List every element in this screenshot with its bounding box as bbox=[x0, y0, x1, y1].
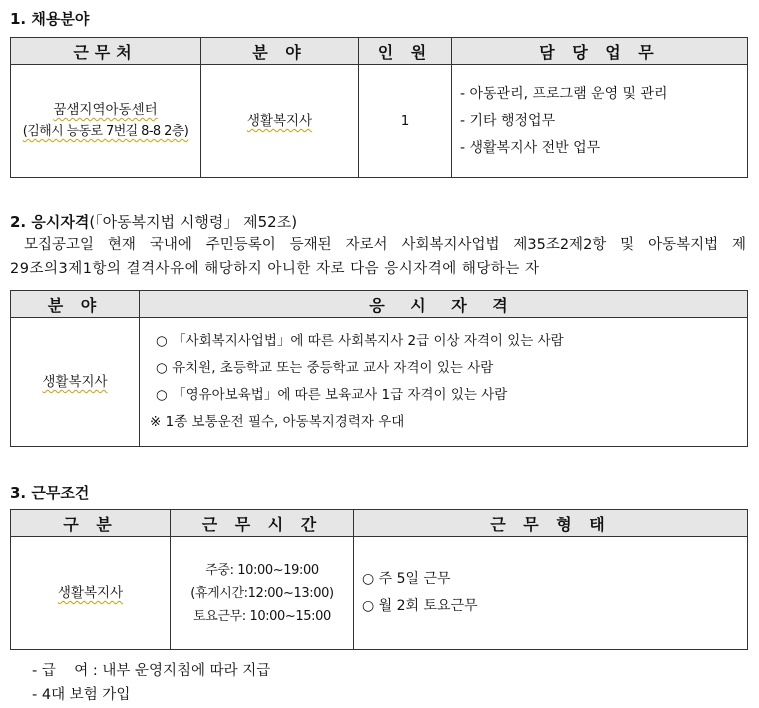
recruitment-field-table bbox=[10, 37, 748, 178]
work-type-item: ○ 주 5일 근무 bbox=[362, 571, 451, 587]
work-conditions-table bbox=[10, 509, 748, 650]
header-work-hours: 근 무 시 간 bbox=[171, 510, 354, 537]
header-duties: 담 당 업 무 bbox=[452, 38, 748, 65]
duty-item: - 기타 행정업무 bbox=[460, 112, 556, 129]
workplace-address: (김해시 능동로 7번길 8-8 2층) bbox=[22, 124, 189, 139]
field-cell: 생활복지사 bbox=[201, 65, 359, 178]
field-cell: 생활복지사 bbox=[11, 537, 171, 650]
field-cell: 생활복지사 bbox=[11, 318, 140, 447]
work-hours-cell bbox=[171, 537, 354, 650]
header-field: 분 야 bbox=[201, 38, 359, 65]
saturday-hours: 토요근무: 10:00~15:00 bbox=[193, 608, 331, 624]
qualification-item: ○ 유치원, 초등학교 또는 중등학교 교사 자격이 있는 사람 bbox=[156, 360, 494, 376]
duty-item: - 생활복지사 전반 업무 bbox=[460, 139, 601, 156]
qualifications-cell bbox=[140, 318, 748, 447]
header-category: 구 분 bbox=[11, 510, 171, 537]
eligibility-description-line-2: 29조의3제1항의 결격사유에 해당하지 아니한 자로 다음 응시자격에 해당하는 자 bbox=[10, 261, 540, 277]
section-2-title: 2. 응시자격(「아동복지법 시행령」 제52조) bbox=[10, 213, 298, 231]
header-field: 분 야 bbox=[11, 291, 140, 318]
eligibility-table bbox=[10, 290, 748, 447]
salary-note: - 급 여 : 내부 운영지침에 따라 지급 bbox=[32, 663, 271, 679]
weekday-hours: 주중: 10:00~19:00 bbox=[205, 562, 319, 578]
eligibility-description bbox=[10, 233, 746, 281]
qualification-note: ※ 1종 보통운전 필수, 아동복지경력자 우대 bbox=[150, 414, 405, 430]
section-1-title: 1. 채용분야 bbox=[10, 10, 90, 28]
header-workplace: 근무처 bbox=[11, 38, 201, 65]
workplace-name: 꿈샘지역아동센터 bbox=[53, 102, 158, 118]
count-cell: 1 bbox=[359, 65, 452, 178]
work-type-cell bbox=[354, 537, 748, 650]
qualification-item: ○ 「사회복지사업법」에 따른 사회복지사 2급 이상 자격이 있는 사람 bbox=[156, 333, 564, 349]
duty-item: - 아동관리, 프로그램 운영 및 관리 bbox=[460, 85, 668, 102]
eligibility-description-line-1: 모집공고일 현재 국내에 주민등록이 등재된 자로서 사회복지사업법 제35조2제2항 및 아동복지법 제 bbox=[24, 237, 746, 253]
work-type-item: ○ 월 2회 토요근무 bbox=[362, 598, 478, 614]
workplace-cell bbox=[11, 65, 201, 178]
section-3-title: 3. 근무조건 bbox=[10, 484, 90, 502]
qualification-item: ○ 「영유아보육법」에 따른 보육교사 1급 자격이 있는 사람 bbox=[156, 387, 508, 403]
duties-cell bbox=[452, 65, 748, 178]
insurance-note: - 4대 보험 가입 bbox=[32, 687, 131, 703]
header-count: 인 원 bbox=[359, 38, 452, 65]
header-qualification: 응 시 자 격 bbox=[140, 291, 748, 318]
header-work-type: 근 무 형 태 bbox=[354, 510, 748, 537]
section-2-title-paren: (「아동복지법 시행령」 제52조) bbox=[89, 213, 298, 231]
break-time: (휴게시간:12:00~13:00) bbox=[190, 585, 334, 601]
